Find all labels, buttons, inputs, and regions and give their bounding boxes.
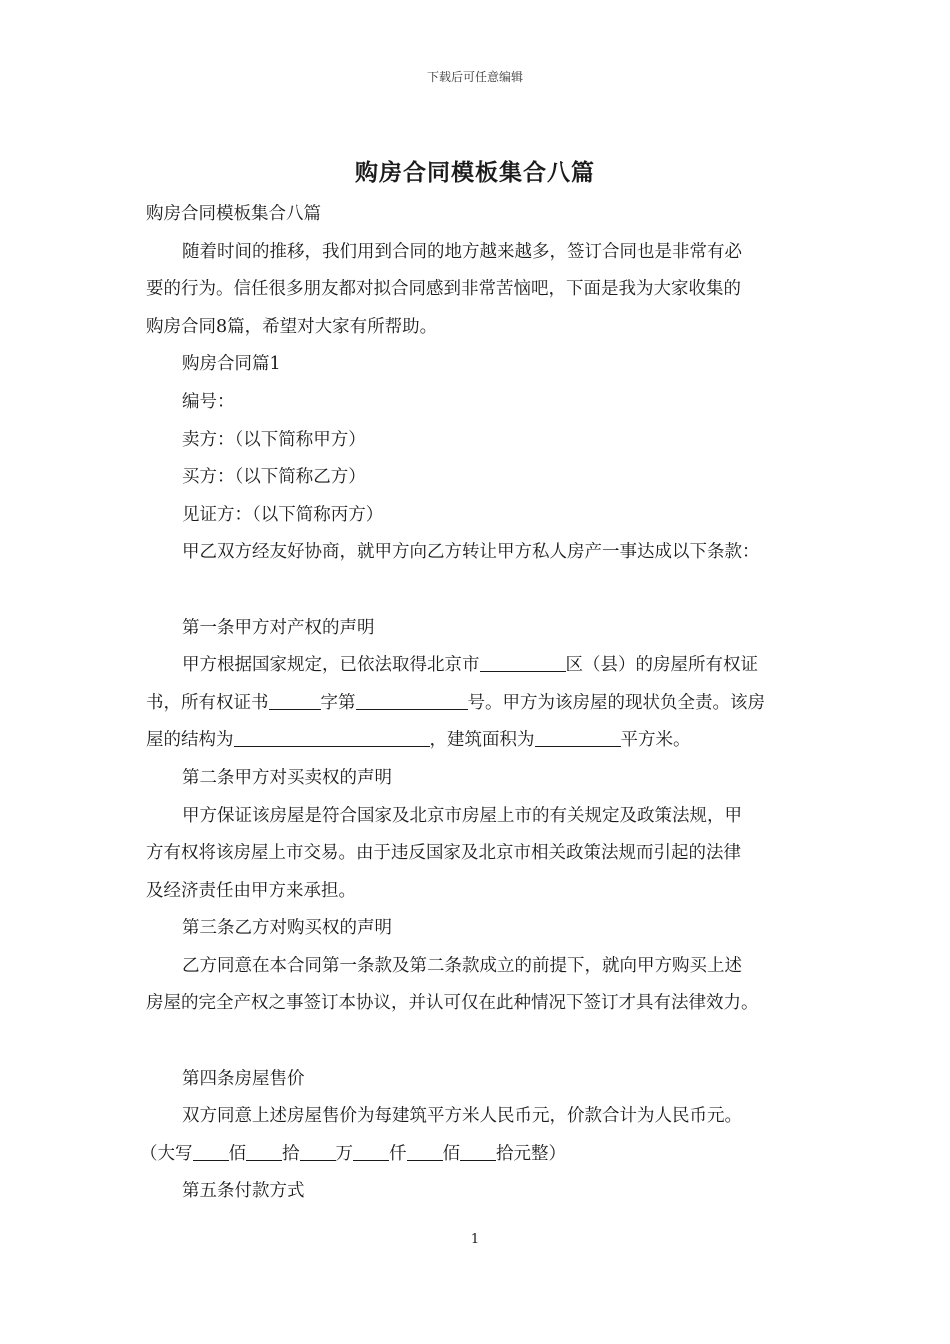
- article-1-line-3: [146, 722, 822, 760]
- blank-underline: [269, 691, 321, 710]
- blank-underline: [460, 1142, 496, 1161]
- text-run: 字第: [320, 692, 356, 713]
- spacer: [146, 1023, 822, 1061]
- blank-underline: [407, 1142, 443, 1161]
- intro-line-2: 要的行为。信任很多朋友都对拟合同感到非常苦恼吧，下面是我为大家收集的: [146, 279, 741, 300]
- article-1-line-2: [146, 685, 822, 723]
- article-4-line-1: 双方同意上述房屋售价为每建筑平方米人民币元，价款合计为人民币元。: [182, 1106, 742, 1127]
- text-run: 佰: [442, 1143, 460, 1164]
- field-witness: 见证方：（以下简称丙方）: [182, 504, 384, 525]
- document-body: [140, 196, 822, 1211]
- article-2-line-3: 及经济责任由甲方来承担。: [146, 880, 356, 901]
- text-run: 仟: [389, 1143, 407, 1164]
- header-note: 下载后可任意编辑: [426, 70, 523, 84]
- text-run: 书，所有权证书: [146, 692, 269, 713]
- document-title: 购房合同模板集合八篇: [355, 159, 595, 186]
- text-run: 甲方根据国家规定，已依法取得北京市: [182, 655, 480, 676]
- intro-line-3: 购房合同8篇，希望对大家有所帮助。: [146, 316, 438, 337]
- blank-underline: [356, 691, 468, 710]
- blank-underline: [193, 1142, 229, 1161]
- text-run: 屋的结构为: [146, 730, 234, 751]
- text-run: 区（县）的房屋所有权证: [565, 655, 758, 676]
- text-run: 佰: [228, 1143, 246, 1164]
- blank-underline: [535, 728, 621, 747]
- field-buyer: 买方：（以下简称乙方）: [182, 467, 366, 488]
- page-number: 1: [470, 1232, 480, 1247]
- text-run: 平方米。: [620, 730, 691, 751]
- blank-underline: [234, 728, 430, 747]
- article-2-heading: 第二条甲方对买卖权的声明: [182, 767, 392, 788]
- text-run: 万: [335, 1143, 353, 1164]
- article-1-heading: 第一条甲方对产权的声明: [182, 617, 375, 638]
- article-1-line-1: [146, 647, 822, 685]
- blank-underline: [300, 1142, 336, 1161]
- subtitle: 购房合同模板集合八篇: [146, 204, 321, 224]
- field-number: 编号：: [182, 391, 235, 412]
- article-3-line-2: 房屋的完全产权之事签订本协议，并认可仅在此种情况下签订才具有法律效力。: [146, 993, 759, 1014]
- text-run: 拾: [282, 1143, 300, 1164]
- text-run: 号。甲方为该房屋的现状负全责。该房: [467, 692, 765, 713]
- intro-line-1: 随着时间的推移，我们用到合同的地方越来越多，签订合同也是非常有必: [182, 241, 742, 262]
- article-5-heading: 第五条付款方式: [182, 1181, 305, 1202]
- preamble: 甲乙双方经友好协商，就甲方向乙方转让甲方私人房产一事达成以下条款：: [182, 542, 760, 563]
- article-2-line-2: 方有权将该房屋上市交易。由于违反国家及北京市相关政策法规而引起的法律: [146, 843, 741, 864]
- article-3-heading: 第三条乙方对购买权的声明: [182, 918, 392, 939]
- spacer: [146, 572, 822, 610]
- text-run: 拾元整）: [496, 1143, 566, 1164]
- article-4-heading: 第四条房屋售价: [182, 1068, 305, 1089]
- text-run: ，建筑面积为: [429, 730, 535, 751]
- text-run: （大写: [140, 1143, 193, 1164]
- blank-underline: [246, 1142, 282, 1161]
- section-title: 购房合同篇1: [182, 354, 281, 375]
- blank-underline: [353, 1142, 389, 1161]
- article-2-line-1: 甲方保证该房屋是符合国家及北京市房屋上市的有关规定及政策法规，甲: [182, 805, 742, 826]
- article-3-line-1: 乙方同意在本合同第一条款及第二条款成立的前提下，就向甲方购买上述: [182, 955, 742, 976]
- field-seller: 卖方：（以下简称甲方）: [182, 429, 366, 450]
- blank-underline: [480, 653, 566, 672]
- article-4-line-2: [140, 1136, 822, 1174]
